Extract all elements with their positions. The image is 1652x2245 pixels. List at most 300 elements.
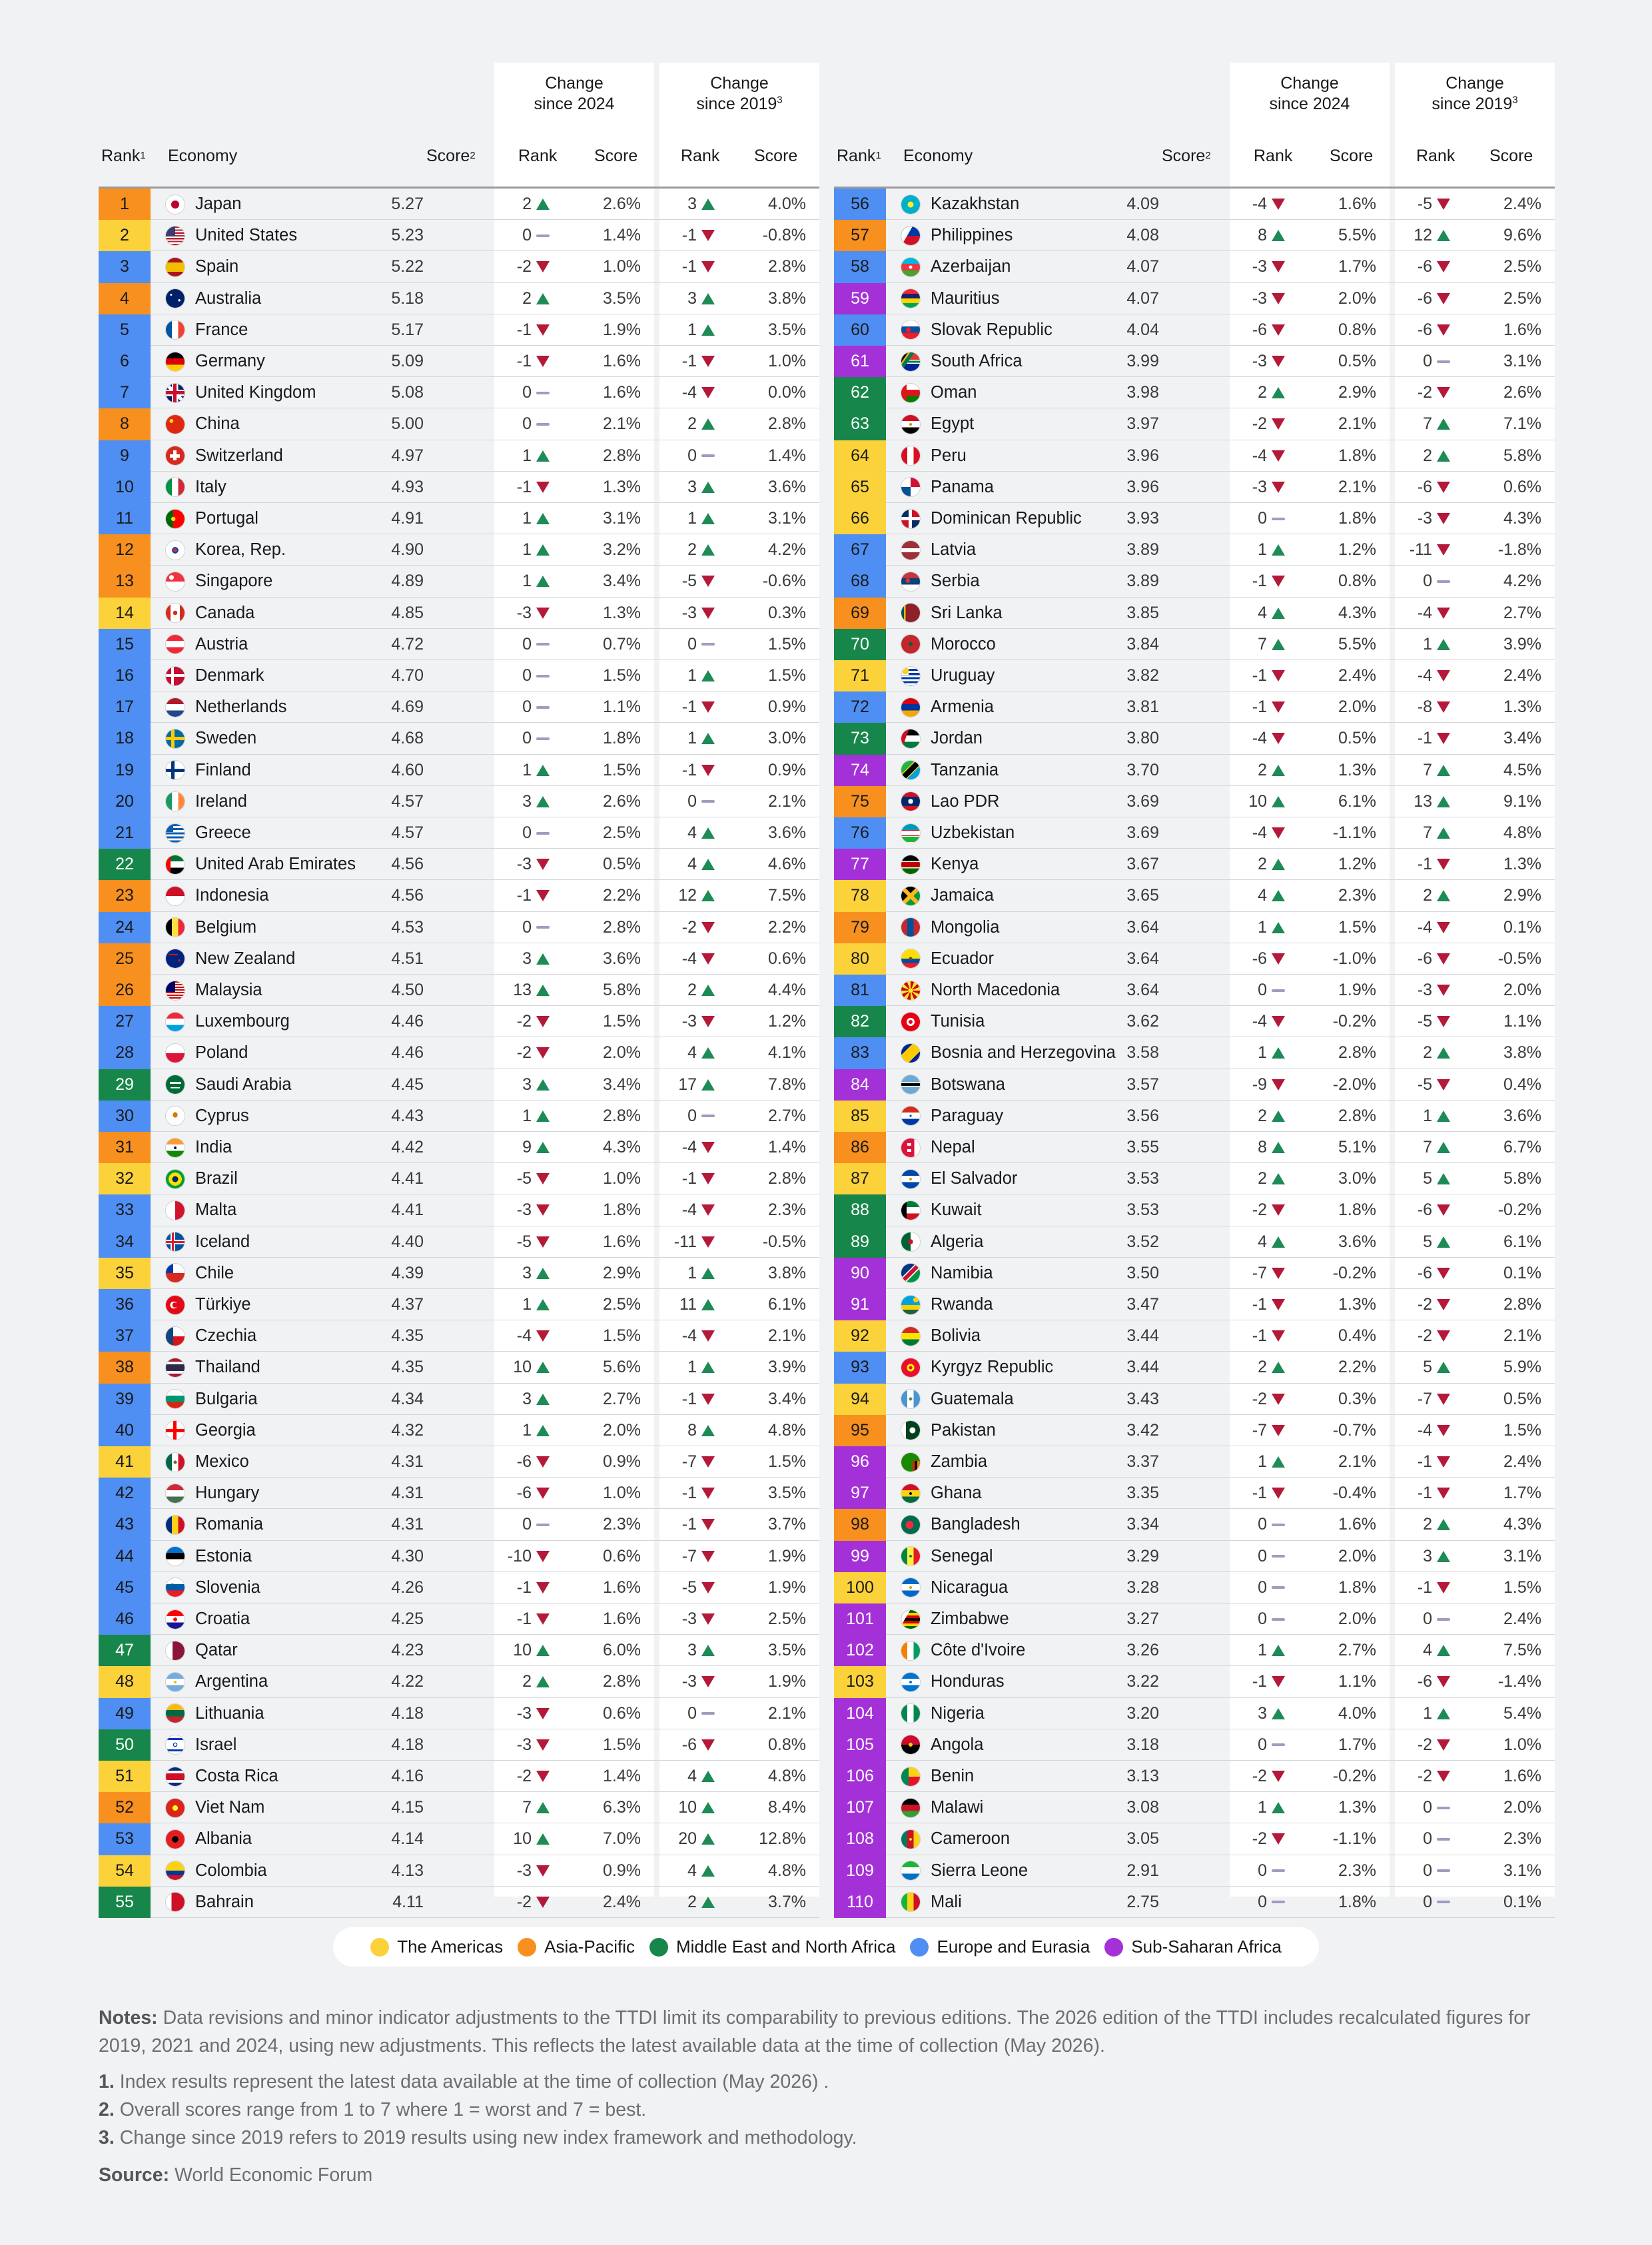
flag-icon: [165, 1515, 185, 1535]
newzealand-flag-icon: [166, 949, 185, 968]
score-change-2024: 1.6%: [603, 352, 641, 371]
table-row: [99, 440, 819, 472]
score-change-2019: 5.8%: [1503, 1169, 1541, 1188]
flag-icon: [165, 572, 185, 592]
southafrica-flag-icon: [901, 352, 920, 371]
score-change-2024: 0.9%: [603, 1861, 641, 1880]
legend-item-europe: [910, 1937, 1090, 1957]
down-triangle-icon: [1437, 482, 1450, 493]
table-row: [99, 1194, 819, 1226]
no-change-dash-icon: [1437, 1618, 1450, 1621]
table-row: [834, 1037, 1555, 1069]
rank-change-2024-indicator: [536, 480, 550, 494]
legend-label: Sub-Saharan Africa: [1131, 1937, 1282, 1957]
rank-change-2019-indicator: [701, 543, 715, 558]
score-change-2019: 2.1%: [768, 1326, 806, 1346]
score-change-2024: 6.1%: [1338, 791, 1376, 811]
rank-change-2024-indicator: [1271, 1675, 1286, 1689]
rank-change-2024-indicator: [536, 951, 550, 966]
rank-change-2019: 3: [1423, 1546, 1432, 1566]
up-triangle-icon: [536, 1394, 550, 1405]
table-row: [834, 1478, 1555, 1509]
score-value: 4.45: [391, 1075, 424, 1094]
korea-flag-icon: [166, 541, 185, 560]
mali-flag-icon: [901, 1893, 920, 1911]
rank-badge: 29: [99, 1069, 151, 1101]
azerbaijan-flag-icon: [901, 258, 920, 276]
table-row: [99, 1887, 819, 1918]
rank-change-2019-indicator: [701, 1518, 715, 1532]
flag-icon: [165, 1200, 185, 1220]
score-change-2019: 1.5%: [768, 634, 806, 654]
score-change-2024: 1.8%: [603, 1200, 641, 1220]
rank-change-2024: 3: [522, 949, 532, 968]
rank-change-2024-indicator: [1271, 480, 1286, 494]
economy-header-text: Economy: [903, 146, 973, 165]
economy-name: Romania: [195, 1515, 264, 1534]
score-change-2019: 3.1%: [1503, 1861, 1541, 1880]
flag-icon: [901, 257, 921, 277]
score-change-2024: 1.6%: [603, 383, 641, 402]
flag-icon: [901, 1892, 921, 1912]
rank-change-2019: 2: [687, 1892, 697, 1911]
change-2019-line1: Change: [1446, 74, 1504, 93]
flag-icon: [165, 886, 185, 906]
table-row: [834, 408, 1555, 440]
score-change-2019: 4.4%: [768, 981, 806, 1000]
economy-name: El Salvador: [931, 1169, 1018, 1188]
score-change-2019: 3.6%: [768, 823, 806, 843]
rank-change-2024-indicator: [1271, 417, 1286, 432]
rank-badge: 73: [834, 723, 886, 754]
up-triangle-icon: [536, 450, 550, 462]
flag-icon: [165, 320, 185, 340]
table-row: [834, 1101, 1555, 1132]
score-change-2019: 4.2%: [768, 540, 806, 560]
down-triangle-icon: [1272, 1299, 1285, 1310]
rank-change-2019-indicator: [701, 1549, 715, 1564]
rank-change-2024-indicator: [1271, 1455, 1286, 1470]
down-triangle-icon: [701, 387, 715, 398]
down-triangle-icon: [1437, 1079, 1450, 1091]
rank-change-2024: 8: [1258, 226, 1267, 245]
rank-change-2019-indicator: [1436, 1486, 1451, 1501]
rank-change-2019-indicator: [701, 763, 715, 777]
rank-change-2019: 3: [687, 195, 697, 214]
northmacedonia-flag-icon: [901, 981, 920, 1000]
austria-flag-icon: [166, 635, 185, 654]
rank-change-2024: 0: [1258, 981, 1267, 1000]
note-num-2: 2.: [99, 2099, 115, 2120]
namibia-flag-icon: [901, 1264, 920, 1282]
flag-icon: [901, 477, 921, 497]
rank-change-2024: 1: [1258, 1798, 1267, 1817]
rank-badge: 74: [834, 755, 886, 786]
flag-icon: [901, 1389, 921, 1409]
economy-name: Croatia: [195, 1609, 250, 1629]
no-change-dash-icon: [536, 832, 550, 835]
flag-icon: [901, 1798, 921, 1818]
rank-change-2019-indicator: [701, 291, 715, 306]
table-row: [834, 1635, 1555, 1666]
no-change-dash-icon: [536, 392, 550, 394]
sub-score-2024-header: [594, 125, 637, 187]
rank-change-2019-indicator: [1436, 1518, 1451, 1532]
rank-change-2019: 2: [1423, 886, 1432, 905]
rank-change-2019-indicator: [1436, 794, 1451, 809]
rank-change-2019-indicator: [701, 1706, 715, 1721]
rank-change-2019-indicator: [701, 700, 715, 715]
algeria-flag-icon: [901, 1232, 920, 1251]
rank-change-2019-indicator: [1436, 1234, 1451, 1249]
rank-change-2019-indicator: [701, 1392, 715, 1406]
note-text-2: Overall scores range from 1 to 7 where 1 = worst and 7 = best.: [119, 2099, 647, 2120]
down-triangle-icon: [536, 1551, 550, 1562]
down-triangle-icon: [536, 1771, 550, 1782]
rank-change-2024: -1: [516, 886, 532, 905]
rank-change-2024: -5: [516, 1232, 532, 1251]
rank-change-2019-indicator: [701, 1580, 715, 1595]
table-row: [99, 975, 819, 1006]
rank-change-2024-indicator: [1271, 1077, 1286, 1092]
economy-name: Zambia: [931, 1452, 988, 1472]
score-change-2019: 2.9%: [1503, 886, 1541, 905]
economy-name: Cyprus: [195, 1106, 249, 1125]
flag-icon: [901, 949, 921, 969]
score-value: 5.23: [391, 226, 424, 245]
change-2024-line2: since 2024: [534, 95, 615, 113]
rank-badge: 109: [834, 1855, 886, 1887]
economy-name: China: [195, 414, 240, 434]
elsalvador-flag-icon: [901, 1170, 920, 1188]
up-triangle-icon: [536, 1802, 550, 1813]
flag-icon: [901, 1861, 921, 1881]
table-row: [834, 472, 1555, 503]
rank-change-2024: 1: [522, 572, 532, 591]
score-change-2024: 4.3%: [1338, 603, 1376, 622]
sub-score-2024-header: [1330, 125, 1373, 187]
up-triangle-icon: [1272, 1173, 1285, 1184]
rank-change-2024: -2: [516, 1012, 532, 1031]
rank-change-2019: 0: [687, 1703, 697, 1723]
up-triangle-icon: [1272, 765, 1285, 776]
score-value: 3.70: [1126, 760, 1159, 779]
rank-change-2024: -2: [1252, 1200, 1267, 1220]
rank-change-2024-indicator: [536, 322, 550, 337]
economy-name: Japan: [195, 195, 242, 214]
rank-change-2019: -1: [1417, 1452, 1432, 1472]
rank-change-2024-indicator: [536, 1643, 550, 1658]
rank-change-2024: -4: [1252, 195, 1267, 214]
flag-icon: [901, 540, 921, 560]
rank-badge: 64: [834, 440, 886, 472]
rank-change-2019: -1: [681, 352, 697, 371]
no-change-dash-icon: [1272, 1618, 1285, 1621]
rank-change-2024-indicator: [536, 354, 550, 369]
no-change-dash-icon: [536, 675, 550, 677]
rank-change-2019: 0: [687, 791, 697, 811]
rank-change-2019: -3: [681, 603, 697, 622]
rank-badge: 12: [99, 534, 151, 566]
flag-icon: [901, 1609, 921, 1629]
table-row: [834, 1509, 1555, 1540]
score-change-2019: 2.4%: [1503, 1452, 1541, 1472]
rank-badge: 94: [834, 1384, 886, 1415]
up-triangle-icon: [1272, 890, 1285, 901]
nicaragua-flag-icon: [901, 1578, 920, 1597]
economy-name: France: [195, 320, 248, 339]
economy-name: Singapore: [195, 572, 273, 591]
economy-name: Armenia: [931, 697, 994, 717]
rank-change-2019-indicator: [1436, 669, 1451, 683]
score-change-2024: 2.4%: [603, 1892, 641, 1911]
rank-change-2019: -2: [1417, 1735, 1432, 1754]
economy-name: Pakistan: [931, 1420, 996, 1440]
score-change-2024: 2.3%: [1338, 886, 1376, 905]
no-change-dash-icon: [1272, 989, 1285, 992]
benin-flag-icon: [901, 1767, 920, 1786]
table-row: [99, 503, 819, 534]
up-triangle-icon: [1437, 1645, 1450, 1656]
score-value: 3.53: [1126, 1200, 1159, 1220]
economy-name: Poland: [195, 1043, 248, 1063]
up-triangle-icon: [536, 1079, 550, 1091]
score-change-2024: 2.2%: [603, 886, 641, 905]
change-2019-sup: 3: [777, 94, 783, 106]
rank-change-2024: 0: [1258, 1735, 1267, 1754]
score-value: 3.26: [1126, 1641, 1159, 1660]
flag-icon: [165, 1892, 185, 1912]
rank-badge: 13: [99, 566, 151, 597]
table-row: [834, 283, 1555, 314]
score-change-2024: 2.1%: [1338, 1452, 1376, 1472]
rank-change-2024: 1: [522, 540, 532, 560]
rank-change-2019-indicator: [1436, 1675, 1451, 1689]
sub-score-2019-header: [1489, 125, 1533, 187]
score-value: 4.07: [1126, 257, 1159, 276]
score-value: 3.62: [1126, 1012, 1159, 1031]
score-value: 3.20: [1126, 1703, 1159, 1723]
rank-change-2024-indicator: [1271, 1392, 1286, 1406]
rank-badge: 57: [834, 220, 886, 251]
score-value: 4.13: [391, 1861, 424, 1880]
down-triangle-icon: [1437, 1394, 1450, 1405]
rank-change-2019: 4: [1423, 1641, 1432, 1660]
rank-badge: 95: [834, 1415, 886, 1446]
flag-icon: [901, 1703, 921, 1723]
down-triangle-icon: [1437, 922, 1450, 933]
score-change-2019: 8.4%: [768, 1798, 806, 1817]
rank-badge: 81: [834, 975, 886, 1006]
score-change-2024: 2.1%: [603, 414, 641, 434]
down-triangle-icon: [701, 953, 715, 965]
rank-change-2019-indicator: [701, 1801, 715, 1815]
rank-badge: 59: [834, 283, 886, 314]
finland-flag-icon: [166, 761, 185, 779]
rank-change-2019: -4: [681, 383, 697, 402]
score-change-2024: 3.2%: [603, 540, 641, 560]
score-value: 3.44: [1126, 1358, 1159, 1377]
rank-change-2019: 1: [687, 1263, 697, 1282]
rank-change-2024-indicator: [536, 1234, 550, 1249]
score-change-2019: 6.1%: [1503, 1232, 1541, 1251]
rank-badge: 71: [834, 660, 886, 691]
rank-change-2019: -6: [1417, 1200, 1432, 1220]
rank-change-2019-indicator: [1436, 1737, 1451, 1752]
rank-change-2024: 10: [513, 1641, 532, 1660]
score-change-2024: 4.3%: [603, 1138, 641, 1157]
rank-change-2019: -11: [1409, 540, 1432, 560]
table-row: [834, 1163, 1555, 1194]
rank-change-2024: 0: [1258, 1861, 1267, 1880]
rank-change-2019: 4: [687, 1043, 697, 1063]
down-triangle-icon: [536, 1865, 550, 1877]
rank-change-2019-indicator: [1436, 417, 1451, 432]
score-change-2019: -0.8%: [762, 226, 806, 245]
table-row: [834, 629, 1555, 660]
score-change-2024: -1.1%: [1332, 1829, 1376, 1849]
table-row: [834, 975, 1555, 1006]
score-value: 3.44: [1126, 1326, 1159, 1346]
rank-change-2024: -2: [516, 1892, 532, 1911]
rank-badge: 41: [99, 1446, 151, 1478]
up-triangle-icon: [1272, 1111, 1285, 1122]
score-value: 4.18: [391, 1735, 424, 1754]
sub-rank-2019-header: [681, 125, 719, 187]
score-change-2024: -0.2%: [1332, 1767, 1376, 1786]
economy-name: Viet Nam: [195, 1798, 265, 1817]
economy-name: India: [195, 1138, 232, 1157]
score-change-2019: 3.4%: [1503, 729, 1541, 748]
rank-change-2019: 5: [1423, 1232, 1432, 1251]
rank-badge: 6: [99, 346, 151, 377]
down-triangle-icon: [1272, 199, 1285, 210]
economy-name: Guatemala: [931, 1389, 1014, 1408]
table-row: [834, 1761, 1555, 1792]
up-triangle-icon: [701, 670, 715, 681]
economy-name: Iceland: [195, 1232, 250, 1251]
score-change-2024: 0.5%: [1338, 352, 1376, 371]
croatia-flag-icon: [166, 1610, 185, 1629]
down-triangle-icon: [701, 1676, 715, 1687]
rank-change-2019: -1: [681, 697, 697, 717]
score-change-2019: 2.3%: [768, 1200, 806, 1220]
score-change-2019: 3.8%: [768, 1263, 806, 1282]
flag-icon: [165, 477, 185, 497]
score-change-2019: 3.5%: [768, 320, 806, 339]
rank-change-2019: 0: [1423, 352, 1432, 371]
economy-name: Sierra Leone: [931, 1861, 1029, 1880]
score-value: 4.41: [391, 1169, 424, 1188]
panama-flag-icon: [901, 478, 920, 496]
down-triangle-icon: [1437, 733, 1450, 744]
table-row: [99, 566, 819, 597]
rank-change-2024: 0: [522, 666, 532, 685]
rank-change-2019: 0: [1423, 1798, 1432, 1817]
rank-change-2019-indicator: [701, 1895, 715, 1909]
rank-change-2024-indicator: [1271, 637, 1286, 652]
lithuania-flag-icon: [166, 1704, 185, 1723]
rank-change-2019: -2: [681, 917, 697, 937]
tanzania-flag-icon: [901, 761, 920, 779]
score-value: 3.18: [1126, 1735, 1159, 1754]
economy-name: Jordan: [931, 729, 983, 748]
rank-badge: 4: [99, 283, 151, 314]
score-change-2019: 5.9%: [1503, 1358, 1541, 1377]
rank-badge: 21: [99, 817, 151, 849]
change-2024-line1: Change: [1280, 74, 1339, 93]
flag-icon: [901, 1358, 921, 1378]
economy-name: Kazakhstan: [931, 195, 1020, 214]
rank-change-2019: -1: [1417, 1484, 1432, 1503]
table-row: [99, 629, 819, 660]
score-change-2024: 1.1%: [1338, 1672, 1376, 1691]
israel-flag-icon: [166, 1735, 185, 1754]
rank-change-2019-indicator: [701, 794, 715, 809]
economy-name: Mali: [931, 1892, 962, 1911]
legend-dot-icon: [370, 1938, 389, 1957]
rank-badge: 88: [834, 1194, 886, 1226]
rank-change-2024-indicator: [536, 1015, 550, 1029]
rank-badge: 85: [834, 1101, 886, 1132]
score-change-2019: 4.6%: [768, 855, 806, 874]
rank-change-2024-indicator: [536, 669, 550, 683]
rank-change-2024-indicator: [1271, 574, 1286, 589]
down-triangle-icon: [1437, 1456, 1450, 1468]
flag-icon: [901, 509, 921, 529]
economy-name: Mongolia: [931, 917, 1000, 937]
morocco-flag-icon: [901, 635, 920, 654]
economy-name: Sweden: [195, 729, 257, 748]
score-change-2019: 1.0%: [1503, 1735, 1541, 1754]
economy-name: Colombia: [195, 1861, 267, 1880]
ghana-flag-icon: [901, 1484, 920, 1503]
up-triangle-icon: [1437, 1519, 1450, 1530]
score-change-2024: 1.8%: [1338, 1892, 1376, 1911]
score-value: 4.15: [391, 1798, 424, 1817]
score-change-2019: 2.0%: [1503, 981, 1541, 1000]
rank-change-2024: -6: [516, 1484, 532, 1503]
score-change-2024: 2.8%: [603, 446, 641, 465]
rank-badge: 89: [834, 1226, 886, 1258]
up-triangle-icon: [1272, 544, 1285, 556]
down-triangle-icon: [536, 1204, 550, 1216]
rank-badge: 18: [99, 723, 151, 754]
economy-name: Brazil: [195, 1169, 238, 1188]
up-triangle-icon: [701, 890, 715, 901]
economy-name: Bahrain: [195, 1892, 254, 1911]
score-change-2019: 5.8%: [1503, 446, 1541, 465]
table-row: [834, 1132, 1555, 1163]
score-change-2024: 0.8%: [1338, 320, 1376, 339]
rank-change-2019-indicator: [701, 1863, 715, 1878]
flag-icon: [901, 1326, 921, 1346]
score-value: 4.57: [391, 823, 424, 843]
score-header-text: Score: [426, 146, 470, 165]
up-triangle-icon: [701, 859, 715, 870]
rank-change-2019: -1: [1417, 1577, 1432, 1597]
rank-change-2024: -2: [1252, 1829, 1267, 1849]
rank-change-2019: -1: [681, 1515, 697, 1534]
score-change-2019: 4.3%: [1503, 1515, 1541, 1534]
score-value: 3.98: [1126, 383, 1159, 402]
rank-change-2024: 2: [522, 288, 532, 308]
rank-change-2024-indicator: [536, 260, 550, 274]
rank-change-2019: 7: [1423, 414, 1432, 434]
down-triangle-icon: [701, 1204, 715, 1216]
rank-change-2024-indicator: [1271, 1549, 1286, 1564]
rank-change-2024-indicator: [536, 1140, 550, 1155]
